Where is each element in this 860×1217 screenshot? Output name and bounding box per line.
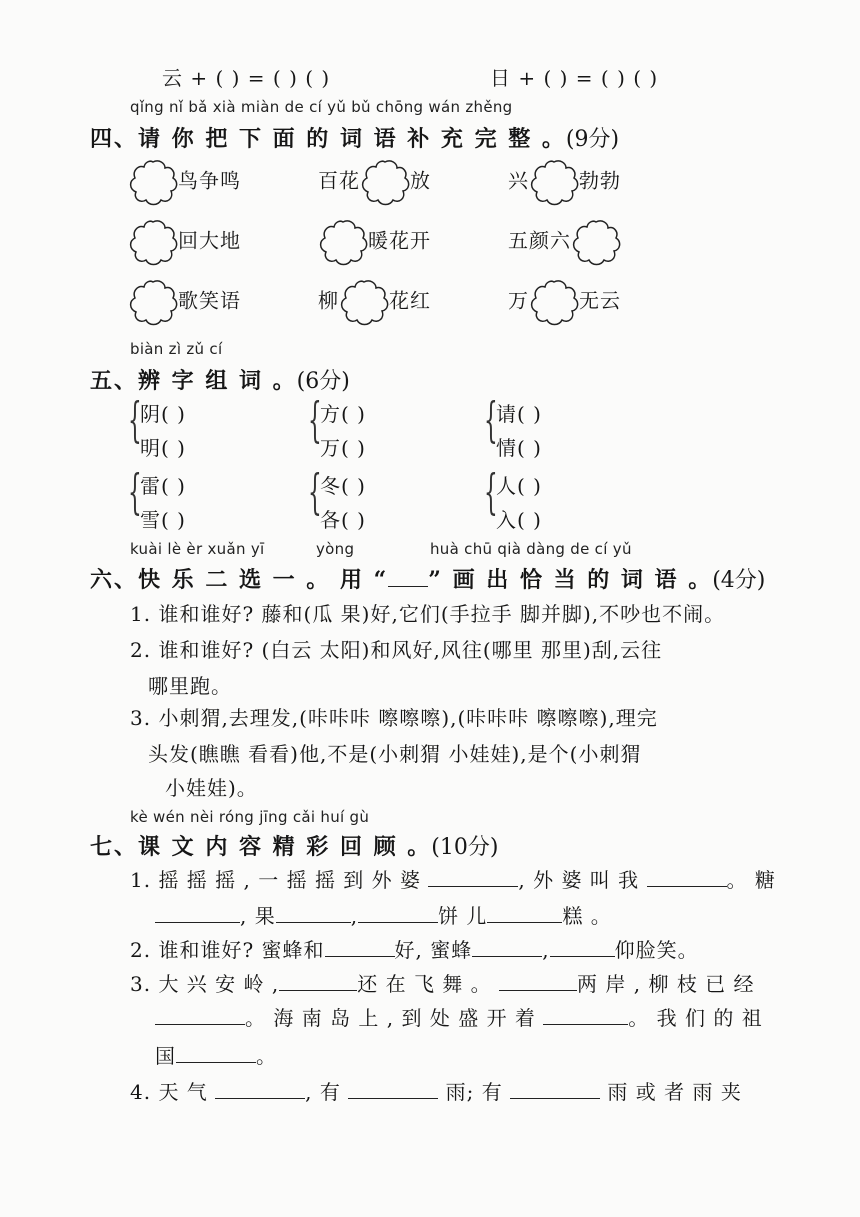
cloud-blank-icon[interactable]: [318, 218, 368, 266]
idiom-item-3: 兴 勃勃: [508, 158, 621, 206]
brace-icon: {: [308, 392, 322, 448]
cloud-blank-icon[interactable]: [339, 278, 389, 326]
answer-blank[interactable]: [472, 938, 542, 957]
idiom-item-9: 万 无云: [508, 278, 621, 326]
pair-3-a[interactable]: 请( ): [496, 402, 542, 426]
section7-title: 七、课 文 内 容 精 彩 回 顾 。: [90, 834, 432, 860]
answer-blank[interactable]: [276, 904, 351, 923]
question-4-line-1: 4. 天 气 , 有 雨; 有 雨 或 者 雨 夹: [130, 1080, 742, 1104]
answer-blank[interactable]: [647, 868, 727, 887]
pair-1-a[interactable]: 阴( ): [140, 402, 186, 426]
brace-icon: {: [484, 464, 498, 520]
pair-4-a[interactable]: 雷( ): [140, 474, 186, 498]
section4-title: 四、请 你 把 下 面 的 词 语 补 充 完 整 。: [90, 126, 566, 152]
brace-icon: {: [308, 464, 322, 520]
answer-blank[interactable]: [325, 938, 395, 957]
section5-title: 五、辨 字 组 词 。: [90, 368, 297, 394]
cloud-blank-icon[interactable]: [571, 218, 621, 266]
brace-icon: {: [128, 392, 142, 448]
section4-pinyin: qǐng nǐ bǎ xià miàn de cí yǔ bǔ chōng wán zhěng: [130, 98, 513, 116]
section5-points: (6分): [296, 369, 350, 394]
cloud-blank-icon[interactable]: [360, 158, 410, 206]
section5-heading: [90, 364, 350, 395]
brace-icon: {: [128, 464, 142, 520]
section4-points: (9分): [565, 127, 620, 152]
answer-blank[interactable]: [215, 1080, 305, 1099]
answer-blank[interactable]: [510, 1080, 600, 1099]
cloud-blank-icon[interactable]: [529, 158, 579, 206]
idiom-item-7: 歌笑语: [128, 278, 241, 326]
choice-line-5[interactable]: 头发(瞧瞧 看看)他,不是(小刺猬 小娃娃),是个(小刺猬: [148, 742, 642, 766]
question-1-line-1: 1. 摇 摇 摇 , 一 摇 摇 到 外 婆 , 外 婆 叫 我 。 糖: [130, 868, 776, 892]
pair-5-b[interactable]: 各( ): [320, 508, 366, 532]
answer-blank[interactable]: [358, 904, 438, 923]
section6-pinyin-c: huà chū qià dàng de cí yǔ: [430, 540, 632, 558]
answer-blank[interactable]: [155, 1006, 245, 1025]
pair-4-b[interactable]: 雪( ): [140, 508, 186, 532]
section6-heading: [90, 563, 765, 594]
top-line-left: 云 + ( ) = ( ) ( ): [162, 66, 331, 90]
section5-pinyin: biàn zì zǔ cí: [130, 340, 223, 358]
answer-blank[interactable]: [550, 938, 615, 957]
question-1-line-2: , 果 , 饼 儿 糕 。: [155, 900, 612, 929]
idiom-item-2: 百花 放: [318, 158, 431, 206]
cloud-blank-icon[interactable]: [529, 278, 579, 326]
brace-icon: {: [484, 392, 498, 448]
pair-5-a[interactable]: 冬( ): [320, 474, 366, 498]
idiom-item-5: 暖花开: [318, 218, 431, 266]
answer-blank[interactable]: [279, 972, 357, 991]
idiom-item-4: 回大地: [128, 218, 241, 266]
question-2-line-1: 2. 谁和谁好? 蜜蜂和 好, 蜜蜂 , 仰脸笑。: [130, 938, 699, 962]
section6-title-b: ” 画 出 恰 当 的 词 语 。: [428, 567, 713, 593]
answer-blank[interactable]: [176, 1044, 256, 1063]
section7-points: (10分): [431, 835, 499, 860]
choice-line-6[interactable]: 小娃娃)。: [165, 776, 258, 800]
choice-line-3: 哪里跑。: [148, 674, 232, 698]
top-line-right: 日 + ( ) = ( ) ( ): [490, 66, 659, 90]
section6-points: (4分): [712, 568, 766, 593]
idiom-item-1: 鸟争鸣: [128, 158, 241, 206]
pair-2-b[interactable]: 万( ): [320, 436, 366, 460]
cloud-blank-icon[interactable]: [128, 278, 178, 326]
cloud-blank-icon[interactable]: [128, 218, 178, 266]
section4-heading: [90, 122, 619, 153]
section7-heading: [90, 830, 498, 861]
pair-1-b[interactable]: 明( ): [140, 436, 186, 460]
pair-6-b[interactable]: 入( ): [496, 508, 542, 532]
section6-pinyin-a: kuài lè èr xuǎn yī: [130, 540, 265, 558]
choice-line-2[interactable]: 2. 谁和谁好? (白云 太阳)和风好,风往(哪里 那里)刮,云往: [130, 638, 663, 662]
question-3-line-1: 3. 大 兴 安 岭 , 还 在 飞 舞 。 两 岸 , 柳 枝 已 经: [130, 972, 755, 996]
idiom-item-6: 五颜六: [508, 218, 621, 266]
answer-blank[interactable]: [499, 972, 577, 991]
pair-3-b[interactable]: 情( ): [496, 436, 542, 460]
choice-line-4[interactable]: 3. 小刺猬,去理发,(咔咔咔 嚓嚓嚓),(咔咔咔 嚓嚓嚓),理完: [130, 706, 658, 730]
underline-sample: [388, 570, 428, 587]
answer-blank[interactable]: [543, 1006, 628, 1025]
answer-blank[interactable]: [155, 904, 240, 923]
question-3-line-2: 。 海 南 岛 上 , 到 处 盛 开 着 。 我 们 的 祖: [155, 1002, 763, 1031]
answer-blank[interactable]: [428, 868, 518, 887]
question-3-line-3: 国 。: [155, 1044, 277, 1068]
pair-2-a[interactable]: 方( ): [320, 402, 366, 426]
answer-blank[interactable]: [348, 1080, 438, 1099]
section6-pinyin-b: yòng: [316, 540, 355, 558]
pair-6-a[interactable]: 人( ): [496, 474, 542, 498]
idiom-item-8: 柳 花红: [318, 278, 431, 326]
section7-pinyin: kè wén nèi róng jīng cǎi huí gù: [130, 808, 370, 826]
cloud-blank-icon[interactable]: [128, 158, 178, 206]
choice-line-1[interactable]: 1. 谁和谁好? 藤和(瓜 果)好,它们(手拉手 脚并脚),不吵也不闹。: [130, 602, 726, 626]
answer-blank[interactable]: [487, 904, 562, 923]
section6-title-a: 六、快 乐 二 选 一 。 用 “: [90, 567, 389, 593]
